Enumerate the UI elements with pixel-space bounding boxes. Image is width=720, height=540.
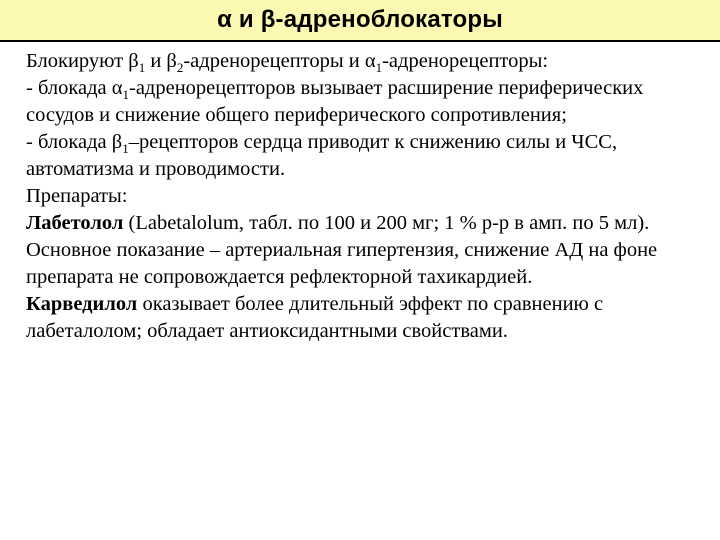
drug-carvedilol	[26, 291, 698, 345]
point1-text-1: - блокада α	[26, 77, 123, 99]
intro-paragraph	[26, 48, 698, 75]
drug1-description: (Labetalolum, табл. по 100 и 200 мг; 1 % р-р в амп. по 5 мл). Основное показание – артериальная гипертензия, снижение АД на фоне препарата не сопровождается рефлекторной тахикардией.	[26, 212, 658, 288]
title-divider	[0, 40, 720, 42]
drugs-heading: Препараты:	[26, 185, 128, 207]
drug-labetalol	[26, 210, 698, 291]
drug2-description: оказывает более длительный эффект по сравнению с лабеталолом; обладает антиоксидантными свойствами.	[26, 293, 604, 342]
intro-text-4: -адренорецепторы:	[382, 50, 549, 72]
point2-text-1: - блокада β	[26, 131, 123, 153]
intro-text-2: и β	[145, 50, 177, 72]
point2-subscript: 1	[122, 141, 129, 156]
intro-subscript-3: 1	[375, 60, 383, 75]
intro-text-1: Блокируют β	[26, 50, 139, 72]
point-beta-blockade	[26, 129, 698, 183]
drug1-name: Лабетолол	[26, 212, 124, 234]
intro-subscript-2: 2	[176, 60, 184, 75]
point-alpha-blockade	[26, 75, 698, 129]
slide-title-bar	[0, 0, 720, 40]
intro-text-3: -адренорецепторы и α	[183, 50, 376, 72]
point1-subscript: 1	[122, 87, 129, 102]
point1-text-2: -адренорецепторов вызывает расширение периферических сосудов и снижение общего периферического сопротивления;	[26, 77, 644, 126]
drug2-name: Карведилол	[26, 293, 138, 315]
intro-subscript-1: 1	[138, 60, 146, 75]
slide-title: α и β-адреноблокаторы	[217, 6, 503, 33]
slide-body	[26, 48, 698, 345]
point2-text-2: –рецепторов сердца приводит к снижению силы и ЧСС, автоматизма и проводимости.	[26, 131, 618, 180]
